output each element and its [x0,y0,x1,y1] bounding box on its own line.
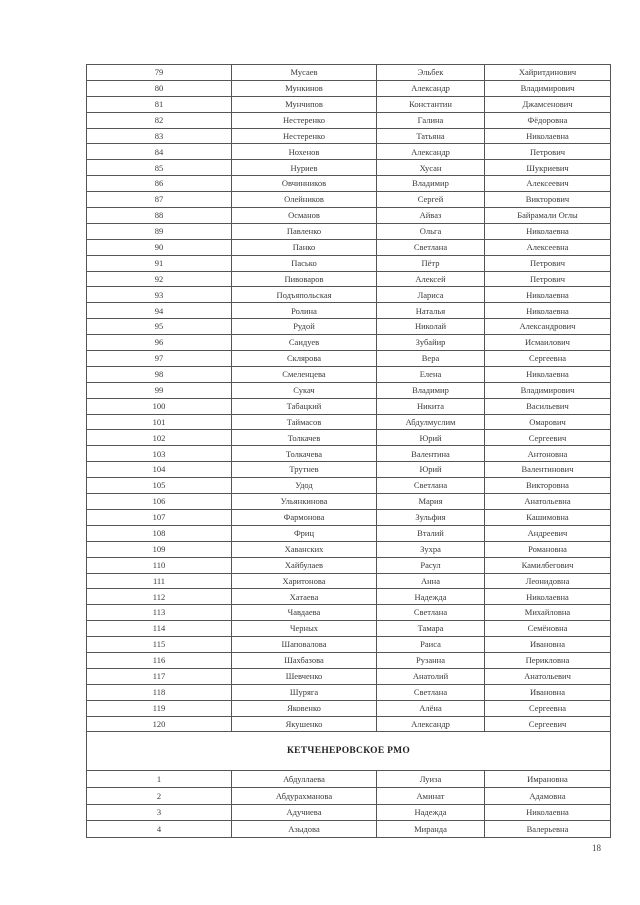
first-name-cell: Владимир [377,176,485,192]
row-number-cell: 102 [87,430,232,446]
table-row [87,366,611,382]
row-number-cell: 112 [87,589,232,605]
patronymic-cell: Петрович [485,144,611,160]
table-row [87,80,611,96]
last-name-cell: Черных [232,621,377,637]
first-name-cell: Аминат [377,788,485,805]
last-name-cell: Османов [232,208,377,224]
table-row [87,430,611,446]
table-row [87,462,611,478]
row-number-cell: 97 [87,351,232,367]
first-name-cell: Ольга [377,223,485,239]
table-row [87,287,611,303]
patronymic-cell: Антоновна [485,446,611,462]
table-row [87,223,611,239]
patronymic-cell: Михайловна [485,605,611,621]
first-name-cell: Юрий [377,430,485,446]
table-row [87,573,611,589]
row-number-cell: 87 [87,192,232,208]
row-number-cell: 109 [87,541,232,557]
first-name-cell: Эльбек [377,65,485,81]
last-name-cell: Хайбулаев [232,557,377,573]
last-name-cell: Табацкий [232,398,377,414]
table-row [87,621,611,637]
row-number-cell: 119 [87,700,232,716]
first-name-cell: Константин [377,96,485,112]
last-name-cell: Мунчипов [232,96,377,112]
first-name-cell: Надежда [377,804,485,821]
first-name-cell: Надежда [377,589,485,605]
table-row [87,176,611,192]
table-row [87,414,611,430]
row-number-cell: 80 [87,80,232,96]
last-name-cell: Нохенов [232,144,377,160]
last-name-cell: Яковенко [232,700,377,716]
row-number-cell: 4 [87,821,232,838]
patronymic-cell: Адамовна [485,788,611,805]
first-name-cell: Зубайир [377,335,485,351]
last-name-cell: Ульянкинова [232,494,377,510]
table-row [87,335,611,351]
patronymic-cell: Николаевна [485,589,611,605]
patronymic-cell: Алексеевна [485,239,611,255]
patronymic-cell: Александрович [485,319,611,335]
patronymic-cell: Байрамали Оглы [485,208,611,224]
table-row [87,589,611,605]
patronymic-cell: Николаевна [485,366,611,382]
first-name-cell: Владимир [377,382,485,398]
roster-section [87,732,611,771]
table-row [87,319,611,335]
row-number-cell: 111 [87,573,232,589]
table-row [87,788,611,805]
first-name-cell: Хусан [377,160,485,176]
first-name-cell: Анатолий [377,668,485,684]
row-number-cell: 93 [87,287,232,303]
last-name-cell: Пивоваров [232,271,377,287]
last-name-cell: Фармонова [232,509,377,525]
last-name-cell: Таймасов [232,414,377,430]
table-row [87,771,611,788]
row-number-cell: 115 [87,637,232,653]
patronymic-cell: Джамсенович [485,96,611,112]
first-name-cell: Галина [377,112,485,128]
last-name-cell: Шуряга [232,684,377,700]
row-number-cell: 99 [87,382,232,398]
last-name-cell: Рудой [232,319,377,335]
row-number-cell: 90 [87,239,232,255]
patronymic-cell: Ивановна [485,684,611,700]
table-row [87,303,611,319]
first-name-cell: Елена [377,366,485,382]
patronymic-cell: Николаевна [485,223,611,239]
table-row [87,684,611,700]
patronymic-cell: Фёдоровна [485,112,611,128]
last-name-cell: Мункинов [232,80,377,96]
last-name-cell: Нестеренко [232,112,377,128]
first-name-cell: Валентина [377,446,485,462]
first-name-cell: Светлана [377,605,485,621]
row-number-cell: 79 [87,65,232,81]
first-name-cell: Светлана [377,239,485,255]
last-name-cell: Трутнев [232,462,377,478]
row-number-cell: 95 [87,319,232,335]
last-name-cell: Павленко [232,223,377,239]
row-number-cell: 3 [87,804,232,821]
row-number-cell: 114 [87,621,232,637]
first-name-cell: Пётр [377,255,485,271]
last-name-cell: Овчинников [232,176,377,192]
first-name-cell: Александр [377,144,485,160]
first-name-cell: Алёна [377,700,485,716]
last-name-cell: Толкачев [232,430,377,446]
last-name-cell: Хатаева [232,589,377,605]
row-number-cell: 98 [87,366,232,382]
table-row [87,605,611,621]
patronymic-cell: Романовна [485,541,611,557]
first-name-cell: Наталья [377,303,485,319]
row-number-cell: 118 [87,684,232,700]
table-row [87,128,611,144]
patronymic-cell: Викторовна [485,478,611,494]
patronymic-cell: Алексеевич [485,176,611,192]
patronymic-cell: Омарович [485,414,611,430]
last-name-cell: Смеленцева [232,366,377,382]
first-name-cell: Лариса [377,287,485,303]
table-row [87,716,611,732]
table-row [87,525,611,541]
table-row [87,652,611,668]
patronymic-cell: Имрановна [485,771,611,788]
table-row [87,65,611,81]
first-name-cell: Алексей [377,271,485,287]
last-name-cell: Удод [232,478,377,494]
row-number-cell: 92 [87,271,232,287]
row-number-cell: 113 [87,605,232,621]
table-row [87,446,611,462]
last-name-cell: Сукач [232,382,377,398]
table-row [87,557,611,573]
row-number-cell: 107 [87,509,232,525]
patronymic-cell: Петрович [485,255,611,271]
row-number-cell: 103 [87,446,232,462]
patronymic-cell: Владимирович [485,382,611,398]
table-row [87,821,611,838]
first-name-cell: Айваз [377,208,485,224]
table-row [87,398,611,414]
last-name-cell: Нуриев [232,160,377,176]
last-name-cell: Абдуллаева [232,771,377,788]
patronymic-cell: Камилбегович [485,557,611,573]
patronymic-cell: Николаевна [485,804,611,821]
table-row [87,255,611,271]
last-name-cell: Чавдаева [232,605,377,621]
patronymic-cell: Сергеевна [485,700,611,716]
patronymic-cell: Шукриевич [485,160,611,176]
patronymic-cell: Исмаилович [485,335,611,351]
row-number-cell: 108 [87,525,232,541]
patronymic-cell: Андреевич [485,525,611,541]
last-name-cell: Азыдова [232,821,377,838]
row-number-cell: 117 [87,668,232,684]
first-name-cell: Вера [377,351,485,367]
row-number-cell: 105 [87,478,232,494]
table-row [87,382,611,398]
row-number-cell: 83 [87,128,232,144]
table-row [87,351,611,367]
row-number-cell: 82 [87,112,232,128]
patronymic-cell: Ивановна [485,637,611,653]
first-name-cell: Светлана [377,684,485,700]
table-row [87,192,611,208]
patronymic-cell: Сергеевич [485,430,611,446]
row-number-cell: 91 [87,255,232,271]
patronymic-cell: Сергеевна [485,351,611,367]
row-number-cell: 81 [87,96,232,112]
first-name-cell: Тамара [377,621,485,637]
section-title: КЕТЧЕНЕРОВСКОЕ РМО [87,732,611,771]
table-row [87,144,611,160]
row-number-cell: 94 [87,303,232,319]
row-number-cell: 104 [87,462,232,478]
table-row [87,112,611,128]
row-number-cell: 106 [87,494,232,510]
last-name-cell: Нестеренко [232,128,377,144]
patronymic-cell: Кашимовна [485,509,611,525]
last-name-cell: Пасько [232,255,377,271]
table-row [87,271,611,287]
last-name-cell: Абдурахманова [232,788,377,805]
roster-table [86,64,611,838]
first-name-cell: Расул [377,557,485,573]
last-name-cell: Хаванских [232,541,377,557]
table-row [87,239,611,255]
table-row [87,637,611,653]
roster-table-body-main [87,65,611,732]
first-name-cell: Светлана [377,478,485,494]
table-row [87,160,611,176]
patronymic-cell: Леонидовна [485,573,611,589]
first-name-cell: Александр [377,716,485,732]
last-name-cell: Саидуев [232,335,377,351]
row-number-cell: 96 [87,335,232,351]
row-number-cell: 100 [87,398,232,414]
last-name-cell: Толкачева [232,446,377,462]
first-name-cell: Зухра [377,541,485,557]
patronymic-cell: Сергеевич [485,716,611,732]
last-name-cell: Мусаев [232,65,377,81]
first-name-cell: Луиза [377,771,485,788]
first-name-cell: Зульфия [377,509,485,525]
first-name-cell: Сергей [377,192,485,208]
first-name-cell: Юрий [377,462,485,478]
first-name-cell: Абдулмуслим [377,414,485,430]
patronymic-cell: Перикловна [485,652,611,668]
table-row [87,804,611,821]
row-number-cell: 85 [87,160,232,176]
last-name-cell: Адучиева [232,804,377,821]
last-name-cell: Ролина [232,303,377,319]
first-name-cell: Никита [377,398,485,414]
patronymic-cell: Валентинович [485,462,611,478]
first-name-cell: Татьяна [377,128,485,144]
patronymic-cell: Хайритдинович [485,65,611,81]
table-row [87,494,611,510]
page-number: 18 [592,843,601,853]
patronymic-cell: Викторович [485,192,611,208]
row-number-cell: 86 [87,176,232,192]
last-name-cell: Склярова [232,351,377,367]
first-name-cell: Миранда [377,821,485,838]
patronymic-cell: Николаевна [485,287,611,303]
table-row [87,541,611,557]
first-name-cell: Александр [377,80,485,96]
patronymic-cell: Васильевич [485,398,611,414]
first-name-cell: Рузанна [377,652,485,668]
patronymic-cell: Анатольевна [485,494,611,510]
table-row [87,700,611,716]
row-number-cell: 89 [87,223,232,239]
table-row [87,478,611,494]
roster-table-body-section [87,771,611,837]
last-name-cell: Шаповалова [232,637,377,653]
row-number-cell: 2 [87,788,232,805]
last-name-cell: Харитонова [232,573,377,589]
table-row [87,96,611,112]
last-name-cell: Подъяпольская [232,287,377,303]
row-number-cell: 88 [87,208,232,224]
patronymic-cell: Анатольевич [485,668,611,684]
patronymic-cell: Николаевна [485,128,611,144]
table-row [87,208,611,224]
last-name-cell: Шахбазова [232,652,377,668]
section-header-row [87,732,611,771]
last-name-cell: Якушенко [232,716,377,732]
last-name-cell: Панко [232,239,377,255]
last-name-cell: Шевченко [232,668,377,684]
first-name-cell: Анна [377,573,485,589]
row-number-cell: 120 [87,716,232,732]
row-number-cell: 101 [87,414,232,430]
last-name-cell: Олейников [232,192,377,208]
patronymic-cell: Семёновна [485,621,611,637]
table-row [87,509,611,525]
patronymic-cell: Петрович [485,271,611,287]
row-number-cell: 84 [87,144,232,160]
first-name-cell: Мария [377,494,485,510]
patronymic-cell: Владимирович [485,80,611,96]
last-name-cell: Фриц [232,525,377,541]
patronymic-cell: Валерьевна [485,821,611,838]
table-row [87,668,611,684]
first-name-cell: Николай [377,319,485,335]
patronymic-cell: Николаевна [485,303,611,319]
row-number-cell: 110 [87,557,232,573]
first-name-cell: Вталий [377,525,485,541]
row-number-cell: 116 [87,652,232,668]
first-name-cell: Раиса [377,637,485,653]
row-number-cell: 1 [87,771,232,788]
